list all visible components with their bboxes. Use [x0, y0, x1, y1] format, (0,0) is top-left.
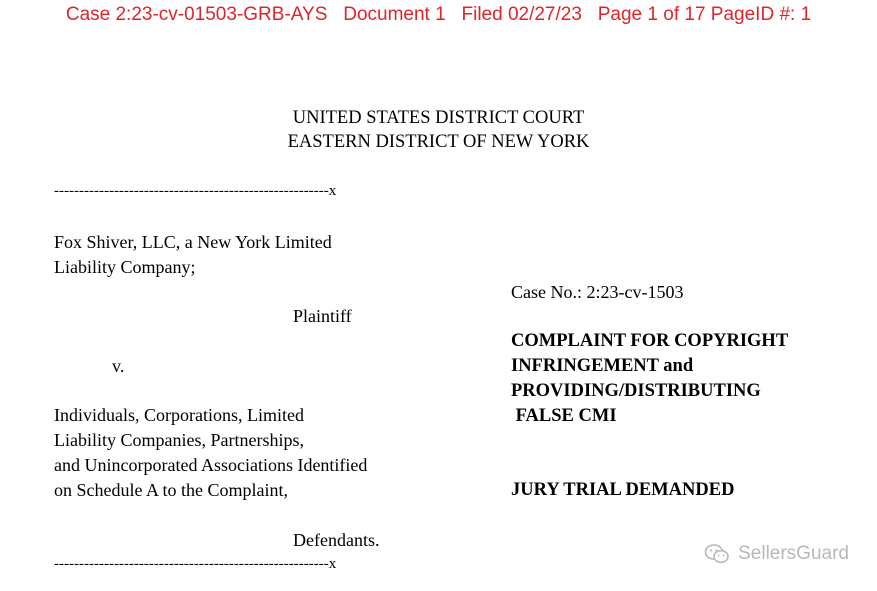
- caption-divider-bottom: -------------------------------------------------------x: [54, 556, 337, 572]
- complaint-title-line4: FALSE CMI: [511, 406, 617, 426]
- watermark: [704, 543, 849, 565]
- versus-label: v.: [112, 356, 125, 376]
- defendants-line1: Individuals, Corporations, Limited: [54, 405, 304, 425]
- defendants-line3: and Unincorporated Associations Identified: [54, 455, 368, 475]
- complaint-title-line3: PROVIDING/DISTRIBUTING: [511, 381, 761, 401]
- defendants-line2: Liability Companies, Partnerships,: [54, 430, 304, 450]
- filing-stamp: Case 2:23-cv-01503-GRB-AYS Document 1 Filed 02/27/23 Page 1 of 17 PageID #: 1: [65, 4, 812, 25]
- court-name-line2: EASTERN DISTRICT OF NEW YORK: [287, 132, 590, 152]
- plaintiff-name-line1: Fox Shiver, LLC, a New York Limited: [54, 232, 332, 252]
- defendants-line4: on Schedule A to the Complaint,: [54, 480, 288, 500]
- case-number: Case No.: 2:23-cv-1503: [511, 282, 684, 302]
- wechat-icon: [704, 543, 730, 565]
- caption-divider-top: -------------------------------------------------------x: [54, 183, 337, 199]
- defendants-label: Defendants.: [293, 530, 380, 550]
- court-name-line1: UNITED STATES DISTRICT COURT: [292, 108, 585, 128]
- jury-demand: JURY TRIAL DEMANDED: [511, 480, 735, 500]
- plaintiff-name-line2: Liability Company;: [54, 257, 196, 277]
- complaint-title-line2: INFRINGEMENT and: [511, 356, 694, 376]
- plaintiff-label: Plaintiff: [293, 306, 352, 326]
- watermark-text: SellersGuard: [738, 543, 849, 564]
- complaint-title-line1: COMPLAINT FOR COPYRIGHT: [511, 331, 789, 351]
